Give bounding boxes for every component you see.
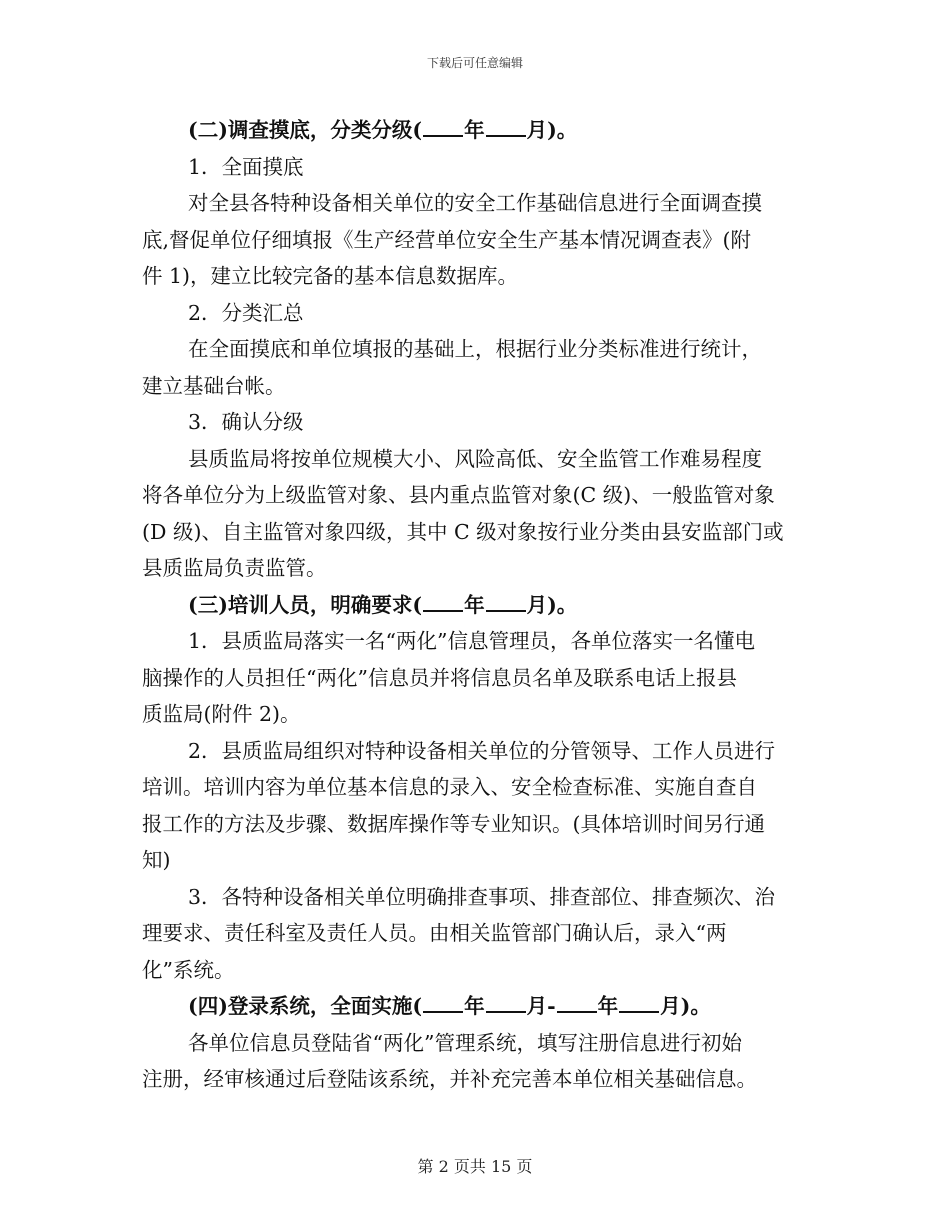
- section-3-title-text: (三)培训人员，明确要求(: [188, 592, 423, 617]
- year-label: 年: [464, 994, 485, 1018]
- paragraph-line: 对全县各特种设备相关单位的安全工作基础信息进行全面调查摸: [188, 191, 762, 215]
- paragraph-line: 2．县质监局组织对特种设备相关单位的分管领导、工作人员进行: [188, 738, 776, 763]
- paragraph-line: 将各单位分为上级监管对象、县内重点监管对象(C 级)、一般监管对象: [142, 483, 775, 507]
- year-label: 年: [597, 994, 619, 1018]
- paragraph-line: (D 级)、自主监管对象四级，其中 C 级对象按行业分类由县安监部门或: [142, 519, 784, 544]
- paragraph-line: 各单位信息员登陆省“两化”管理系统，填写注册信息进行初始: [188, 1030, 742, 1055]
- blank-underline: [619, 989, 659, 1013]
- paragraph-line: 知): [142, 848, 171, 872]
- year-label: 年: [464, 592, 485, 617]
- blank-underline: [486, 113, 526, 137]
- paragraph-line: 3．各特种设备相关单位明确排查事项、排查部位、排查频次、治: [188, 884, 776, 909]
- paragraph-line: 理要求、责任科室及责任人员。由相关监管部门确认后，录入“两: [142, 921, 727, 945]
- paragraph-line: 质监局(附件 2)。: [142, 702, 301, 726]
- paragraph-line: 县质监局负责监管。: [142, 556, 327, 580]
- blank-underline: [423, 113, 463, 137]
- paragraph-line: 1．县质监局落实一名“两化”信息管理员，各单位落实一名懂电: [188, 629, 756, 653]
- month-label: 月)。: [526, 118, 578, 142]
- paragraph-line: 件 1)，建立比较完备的基本信息数据库。: [142, 264, 519, 288]
- paragraph-line: 报工作的方法及步骤、数据库操作等专业知识。(具体培训时间另行通: [142, 811, 765, 836]
- year-label: 年: [464, 118, 485, 142]
- section-2-item-1-title: 1．全面摸底: [188, 154, 304, 179]
- paragraph-line: 底,督促单位仔细填报《生产经营单位安全生产基本情况调查表》(附: [142, 227, 752, 252]
- paragraph-line: 注册，经审核通过后登陆该系统，并补充完善本单位相关基础信息。: [142, 1067, 757, 1091]
- month-label: 月)。: [526, 592, 578, 617]
- section-2-title: [142, 112, 810, 149]
- paragraph-line: 在全面摸底和单位填报的基础上，根据行业分类标准进行统计，: [188, 337, 762, 361]
- section-3-title: [142, 587, 810, 624]
- page-number-footer: 第 2 页共 15 页: [417, 1157, 533, 1176]
- blank-underline: [486, 989, 526, 1013]
- paragraph-line: 化”系统。: [142, 957, 235, 982]
- blank-underline: [557, 989, 597, 1013]
- section-4-title: [142, 988, 810, 1025]
- month-label: 月)。: [660, 994, 711, 1018]
- paragraph-line: 培训。培训内容为单位基本信息的录入、安全检查标准、实施自查自: [142, 775, 757, 799]
- section-4-title-text: (四)登录系统，全面实施(: [188, 994, 423, 1018]
- paragraph-line: 县质监局将按单位规模大小、风险高低、安全监管工作难易程度: [188, 446, 762, 471]
- section-2-title-text: (二)调查摸底，分类分级(: [188, 118, 423, 142]
- blank-underline: [423, 989, 463, 1013]
- document-body: [142, 112, 810, 1098]
- blank-underline: [486, 588, 526, 612]
- section-2-item-2-title: 2．分类汇总: [188, 300, 304, 325]
- paragraph-line: 脑操作的人员担任“两化”信息员并将信息员名单及联系电话上报县: [142, 665, 737, 690]
- paragraph-line: 建立基础台帐。: [142, 373, 286, 398]
- page-header-note: 下载后可任意编辑: [426, 56, 523, 70]
- blank-underline: [423, 588, 463, 612]
- section-2-item-3-title: 3．确认分级: [188, 410, 304, 434]
- month-label: 月-: [526, 994, 556, 1018]
